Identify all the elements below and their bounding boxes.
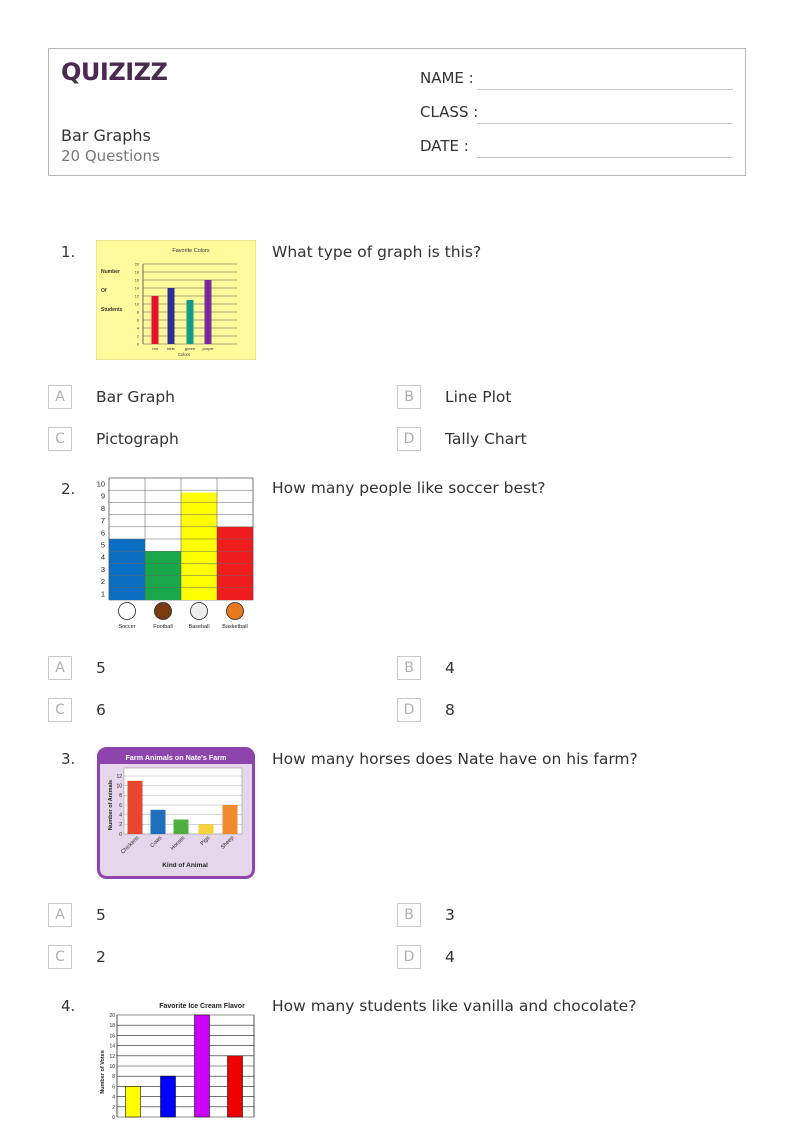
y-tick-label: 8 <box>119 793 122 800</box>
x-axis-label: Colors <box>177 352 191 357</box>
option-b-box[interactable]: B <box>397 385 421 409</box>
y-tick-label: 16 <box>109 1033 115 1040</box>
x-tick-label: Soccer <box>118 624 136 630</box>
option-d-text: 8 <box>445 701 455 719</box>
x-tick-label: Chickens <box>120 835 141 856</box>
baseball-ball-icon <box>191 603 208 620</box>
y-axis-label: Students <box>101 307 123 313</box>
favorite-colors-chart <box>96 240 256 360</box>
option-c-box[interactable]: C <box>48 427 72 451</box>
y-tick-label: 7 <box>100 516 105 526</box>
option-b-text: 4 <box>445 659 455 677</box>
y-tick-label: 2 <box>119 822 122 829</box>
y-tick-label: 20 <box>134 262 139 267</box>
date-label: DATE : <box>420 137 469 155</box>
question-number: 2. <box>61 480 76 498</box>
option-a-box[interactable]: A <box>48 385 72 409</box>
y-tick-label: 0 <box>136 342 139 347</box>
basketball-ball-icon <box>227 603 244 620</box>
y-tick-label: 3 <box>100 564 105 574</box>
question-number: 1. <box>61 243 76 261</box>
option-b-text: Line Plot <box>445 388 512 406</box>
y-tick-label: 1 <box>100 589 105 599</box>
bar-Soccer <box>109 539 145 600</box>
option-d-text: 4 <box>445 948 455 966</box>
bar-Mint <box>228 1056 243 1117</box>
y-tick-label: 20 <box>109 1013 115 1019</box>
question-count: 20 Questions <box>61 147 160 165</box>
class-label: CLASS : <box>420 103 479 121</box>
question-number: 3. <box>61 750 76 768</box>
y-axis-label: Number <box>101 269 120 275</box>
option-c-text: 2 <box>96 948 106 966</box>
x-tick-label: Horses <box>169 835 187 852</box>
x-axis-label: Kind of Animal <box>162 862 208 869</box>
name-field[interactable] <box>477 89 733 90</box>
question-text: How many students like vanilla and chocolate? <box>272 997 637 1015</box>
y-tick-label: 2 <box>112 1104 115 1111</box>
x-tick-label: Basketball <box>222 624 248 630</box>
y-axis-label: Number of Animals <box>108 779 114 831</box>
option-d-box[interactable]: D <box>397 945 421 969</box>
y-tick-label: 12 <box>109 1053 115 1060</box>
option-a-text: 5 <box>96 659 106 677</box>
chart-background <box>96 240 256 360</box>
option-b-box[interactable]: B <box>397 656 421 680</box>
y-tick-label: 10 <box>96 479 105 489</box>
y-tick-label: 12 <box>134 294 139 299</box>
bar-Strawberry <box>195 1015 210 1117</box>
y-tick-label: 10 <box>116 783 122 790</box>
date-field[interactable] <box>477 157 733 158</box>
y-tick-label: 16 <box>134 278 139 283</box>
y-tick-label: 18 <box>134 270 139 275</box>
question-text: What type of graph is this? <box>272 243 482 261</box>
option-c-text: 6 <box>96 701 106 719</box>
y-tick-label: 2 <box>136 334 139 339</box>
x-tick-label: Cows <box>149 835 164 850</box>
y-tick-label: 4 <box>136 326 139 331</box>
bar-Baseball <box>181 493 217 600</box>
bar-blue <box>168 288 175 344</box>
y-tick-label: 0 <box>119 831 122 838</box>
y-tick-label: 6 <box>119 802 122 809</box>
quizizz-logo: QUIZIZZ <box>61 58 168 86</box>
option-c-text: Pictograph <box>96 430 179 448</box>
farm-animals-chart <box>97 747 255 879</box>
y-tick-label: 4 <box>112 1094 115 1101</box>
bar-Cows <box>151 810 166 834</box>
y-tick-label: 14 <box>134 286 139 291</box>
y-tick-label: 0 <box>112 1115 115 1121</box>
y-tick-label: 6 <box>100 528 105 538</box>
option-a-text: 5 <box>96 906 106 924</box>
chart-title: Favorite Colors <box>172 248 210 254</box>
option-c-box[interactable]: C <box>48 945 72 969</box>
bar-green <box>187 300 194 344</box>
y-tick-label: 6 <box>112 1084 115 1091</box>
option-d-box[interactable]: D <box>397 698 421 722</box>
y-tick-label: 18 <box>109 1023 115 1030</box>
bar-Vanilla <box>126 1086 141 1117</box>
option-d-box[interactable]: D <box>397 427 421 451</box>
name-label: NAME : <box>420 69 474 87</box>
x-tick-label: Football <box>153 624 173 630</box>
favorite-sport-chart <box>92 476 256 632</box>
y-tick-label: 8 <box>112 1074 115 1081</box>
x-tick-label: blue <box>167 346 175 351</box>
y-tick-label: 9 <box>100 491 105 501</box>
chart-title: Favorite Ice Cream Flavor <box>159 1003 245 1010</box>
option-b-box[interactable]: B <box>397 903 421 927</box>
ice-cream-chart <box>96 997 258 1123</box>
y-tick-label: 10 <box>109 1064 115 1070</box>
option-a-box[interactable]: A <box>48 903 72 927</box>
y-tick-label: 12 <box>116 773 122 780</box>
x-tick-label: red <box>152 346 158 351</box>
option-c-box[interactable]: C <box>48 698 72 722</box>
y-axis-label: Number of Votes <box>100 1050 106 1094</box>
y-tick-label: 14 <box>109 1043 115 1050</box>
question-text: How many people like soccer best? <box>272 479 546 497</box>
y-tick-label: 6 <box>136 318 139 323</box>
x-tick-label: Pigs <box>199 835 212 847</box>
y-tick-label: 8 <box>100 503 105 513</box>
option-a-text: Bar Graph <box>96 388 175 406</box>
y-tick-label: 4 <box>119 812 122 819</box>
question-number: 4. <box>61 997 76 1015</box>
x-tick-label: purple <box>202 346 214 351</box>
x-tick-label: green <box>184 346 196 351</box>
bar-red <box>152 296 159 344</box>
x-tick-label: Sheep <box>219 835 236 851</box>
option-a-box[interactable]: A <box>48 656 72 680</box>
y-tick-label: 5 <box>100 540 105 550</box>
y-tick-label: 2 <box>100 577 105 587</box>
y-tick-label: 8 <box>136 310 139 315</box>
option-b-text: 3 <box>445 906 455 924</box>
football-ball-icon <box>155 603 172 620</box>
worksheet-header <box>48 48 746 176</box>
worksheet-title: Bar Graphs <box>61 126 151 145</box>
chart-title: Farm Animals on Nate's Farm <box>125 753 227 762</box>
y-axis-label: Of <box>101 288 107 294</box>
option-d-text: Tally Chart <box>445 430 527 448</box>
bar-purple <box>205 280 212 344</box>
bar-Sheep <box>223 805 238 834</box>
bar-Pigs <box>199 824 214 834</box>
question-text: How many horses does Nate have on his farm? <box>272 750 638 768</box>
bar-Chickens <box>128 781 143 834</box>
class-field[interactable] <box>477 123 733 124</box>
bar-Chocolate <box>161 1076 176 1117</box>
bar-Horses <box>174 820 189 835</box>
x-tick-label: Baseball <box>188 624 210 630</box>
soccer-ball-icon <box>119 603 136 620</box>
y-tick-label: 10 <box>134 302 139 307</box>
y-tick-label: 4 <box>100 552 105 562</box>
